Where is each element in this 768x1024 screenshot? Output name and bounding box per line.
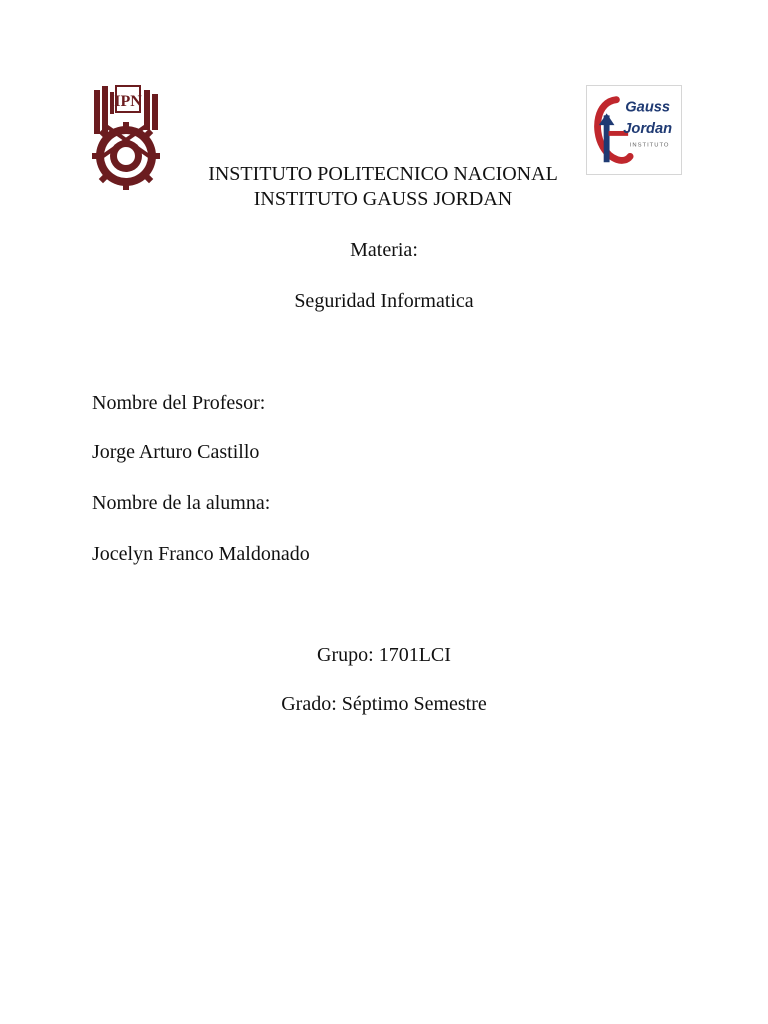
- student-name: Jocelyn Franco Maldonado: [92, 543, 310, 565]
- student-label: Nombre de la alumna:: [92, 492, 271, 514]
- grade-text: Grado: Séptimo Semestre: [281, 693, 487, 715]
- institution-name-2: INSTITUTO GAUSS JORDAN: [253, 188, 513, 210]
- professor-label: Nombre del Profesor:: [92, 392, 266, 414]
- jordan-word: Jordan: [623, 120, 673, 137]
- professor-name: Jorge Arturo Castillo: [92, 441, 260, 463]
- subject-value: Seguridad Informatica: [294, 290, 474, 312]
- ipn-letters: IPN: [114, 93, 142, 110]
- gauss-word: Gauss: [625, 99, 671, 116]
- instituto-word: INSTITUTO: [629, 142, 670, 149]
- gauss-jordan-logo-icon: [586, 85, 682, 175]
- institution-header: [178, 162, 588, 212]
- group-text: Grupo: 1701LCI: [317, 644, 451, 666]
- ipn-seal-icon: [88, 84, 164, 194]
- institution-name-1: INSTITUTO POLITECNICO NACIONAL: [208, 163, 558, 185]
- subject-label: Materia:: [350, 239, 418, 261]
